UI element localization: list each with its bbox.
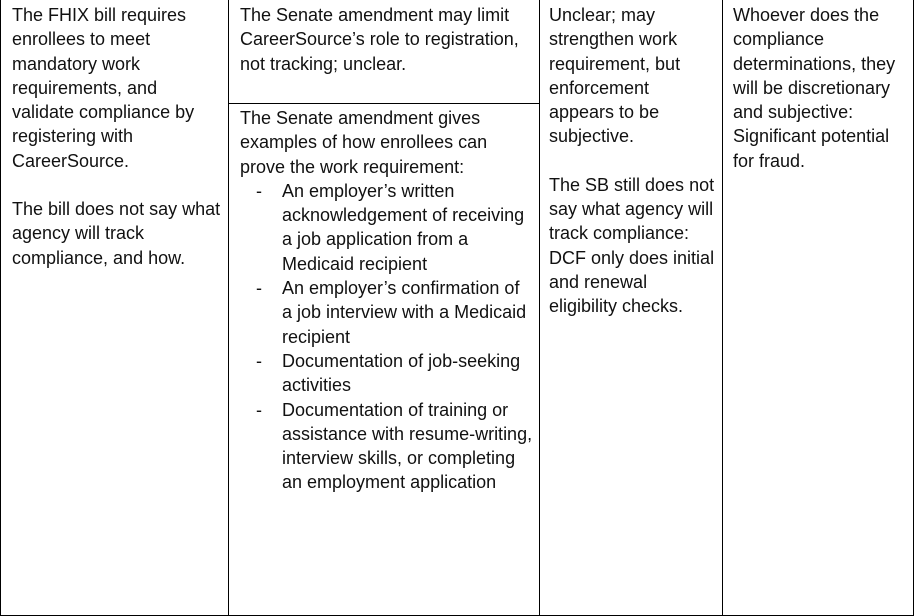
list-item-text: Documentation of training or assistance with resume-writing, interview skills, or completing an employment application <box>282 399 533 493</box>
column-divider-3 <box>722 0 723 616</box>
cell-senate-amendment-role <box>240 3 532 76</box>
fhix-bill-requirement-text: The FHIX bill requires enrollees to meet mandatory work requirements, and validate compliance by registering with CareerSource. <box>12 5 195 171</box>
cell-assessment <box>549 3 717 319</box>
bullet-dash: - <box>256 350 262 371</box>
list-item <box>240 398 534 495</box>
list-item-text: An employer’s written acknowledgement of receiving a job application from a Medicaid recipient <box>282 180 525 274</box>
proof-examples-list <box>240 179 534 495</box>
bullet-dash: - <box>256 180 262 201</box>
list-item-text: An employer’s confirmation of a job interview with a Medicaid recipient <box>282 278 527 347</box>
row-divider-col2 <box>228 103 540 104</box>
senate-amendment-intro-text: The Senate amendment gives examples of how enrollees can prove the work requirement: <box>240 108 488 177</box>
table-border-left <box>0 0 1 616</box>
list-item-text: Documentation of job-seeking activities <box>282 350 521 396</box>
senate-amendment-role-text: The Senate amendment may limit CareerSource’s role to registration, not tracking; unclear. <box>240 5 519 74</box>
list-item <box>240 276 534 349</box>
bullet-dash: - <box>256 399 262 420</box>
cell-fraud-risk <box>733 3 909 173</box>
column-divider-1 <box>228 0 229 616</box>
list-item <box>240 349 534 398</box>
assessment-tracking-text: The SB still does not say what agency will track compliance: DCF only does initial and renewal eligibility checks. <box>549 174 715 317</box>
column-divider-2 <box>539 0 540 616</box>
cell-senate-amendment-examples <box>240 106 534 495</box>
assessment-unclear-text: Unclear; may strengthen work requirement, but enforcement appears to be subjective. <box>549 5 681 147</box>
bullet-dash: - <box>256 278 262 299</box>
cell-fhix-bill <box>12 3 224 270</box>
fhix-bill-tracking-text: The bill does not say what agency will track compliance, and how. <box>12 199 221 268</box>
fraud-risk-text: Whoever does the compliance determinations, they will be discretionary and subjective: Significant potential for fraud. <box>733 5 896 171</box>
list-item <box>240 179 534 276</box>
